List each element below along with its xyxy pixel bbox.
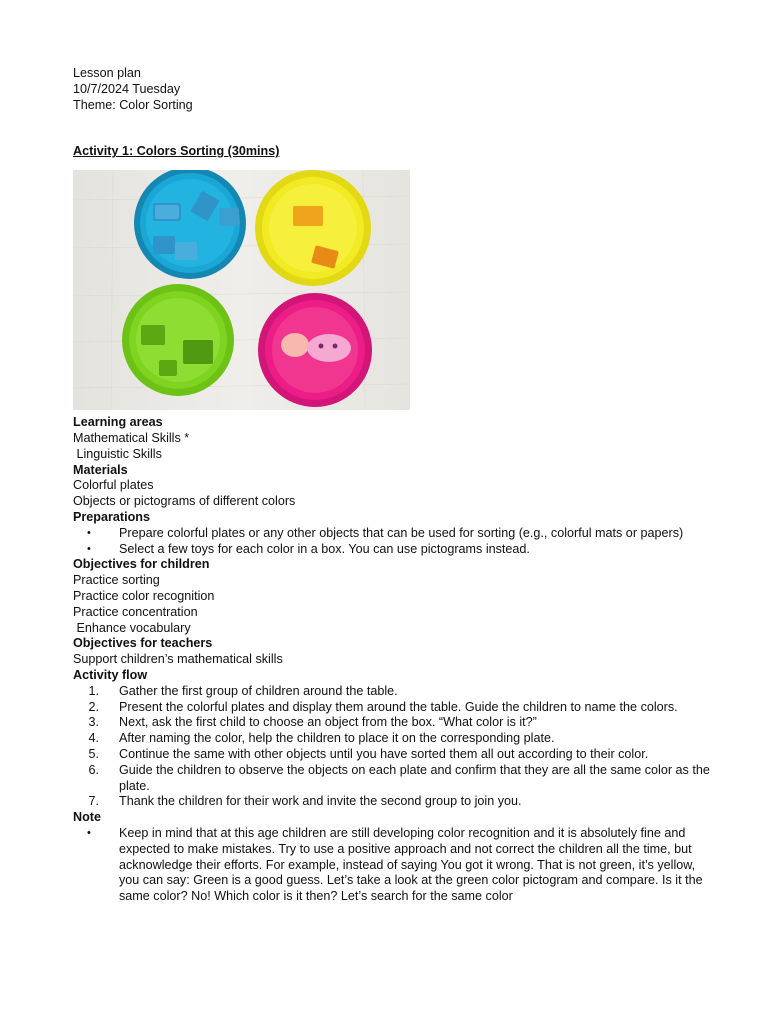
- blue-plate: [134, 170, 246, 279]
- activity-flow-list: [73, 684, 713, 810]
- color-plates-photo: [73, 170, 410, 410]
- teacher-objective-item: Support children’s mathematical skills: [73, 652, 283, 667]
- lesson-theme: Theme: Color Sorting: [73, 97, 193, 112]
- yellow-plate: [255, 170, 371, 286]
- list-item: 2. Present the colorful plates and display them around the table. Guide the children to name the colors.: [88, 699, 678, 714]
- list-item: 7. Thank the children for their work and invite the second group to join you.: [88, 794, 522, 809]
- note-heading: Note: [73, 810, 101, 825]
- preparations-heading: Preparations: [73, 509, 150, 524]
- list-item: 4. After naming the color, help the children to place it on the corresponding plate.: [88, 731, 555, 746]
- objective-item: Enhance vocabulary: [73, 620, 191, 635]
- materials-heading: Materials: [73, 462, 128, 477]
- preparations-list: [73, 526, 713, 558]
- list-item: • Prepare colorful plates or any other objects that can be used for sorting (e.g., colorful mats or papers): [87, 525, 684, 540]
- objective-item: Practice color recognition: [73, 588, 215, 603]
- doc-label: Lesson plan: [73, 66, 141, 80]
- bullet-icon: •: [87, 826, 91, 839]
- list-item: • Keep in mind that at this age children are still developing color recognition and it is absolutely fine and expected to make mistakes. Try to use a positive approach and not correct the children all the time, but acknowledge their efforts. For example, instead of saying You got it wrong. That is not green, it’s yellow, you can say: Green is a good guess. Let’s take a look at the green color pictogram and compare. Is it the same color? No! Which color is it then? Let’s search for the same color: [87, 825, 703, 904]
- activity-flow-heading: Activity flow: [73, 667, 148, 682]
- material-item: Colorful plates: [73, 478, 154, 493]
- learning-area-item: Mathematical Skills *: [73, 430, 190, 445]
- list-item: 6. Guide the children to observe the objects on each plate and confirm that they are all the same color as the plate.: [88, 762, 710, 793]
- list-item: 3. Next, ask the first child to choose an object from the box. “What color is it?”: [88, 715, 537, 730]
- list-item: 1. Gather the first group of children around the table.: [88, 683, 398, 698]
- learning-areas-heading: Learning areas: [73, 415, 163, 430]
- pink-plate: [258, 293, 372, 407]
- bullet-icon: •: [87, 542, 91, 555]
- lesson-date: 10/7/2024 Tuesday: [73, 81, 181, 96]
- green-plate: [122, 284, 234, 396]
- bullet-icon: •: [87, 526, 91, 539]
- note-list: [73, 826, 713, 905]
- objective-item: Practice sorting: [73, 573, 160, 588]
- objectives-children-heading: Objectives for children: [73, 557, 210, 572]
- learning-area-item: Linguistic Skills: [73, 446, 162, 461]
- list-item: • Select a few toys for each color in a box. You can use pictograms instead.: [87, 541, 530, 556]
- objectives-teachers-heading: Objectives for teachers: [73, 636, 213, 651]
- objective-item: Practice concentration: [73, 604, 198, 619]
- lesson-plan-document: [73, 66, 713, 905]
- list-item: 5. Continue the same with other objects until you have sorted them all out according to their color.: [88, 746, 649, 761]
- material-item: Objects or pictograms of different colors: [73, 494, 296, 509]
- activity-title: Activity 1: Colors Sorting (30mins): [73, 144, 280, 159]
